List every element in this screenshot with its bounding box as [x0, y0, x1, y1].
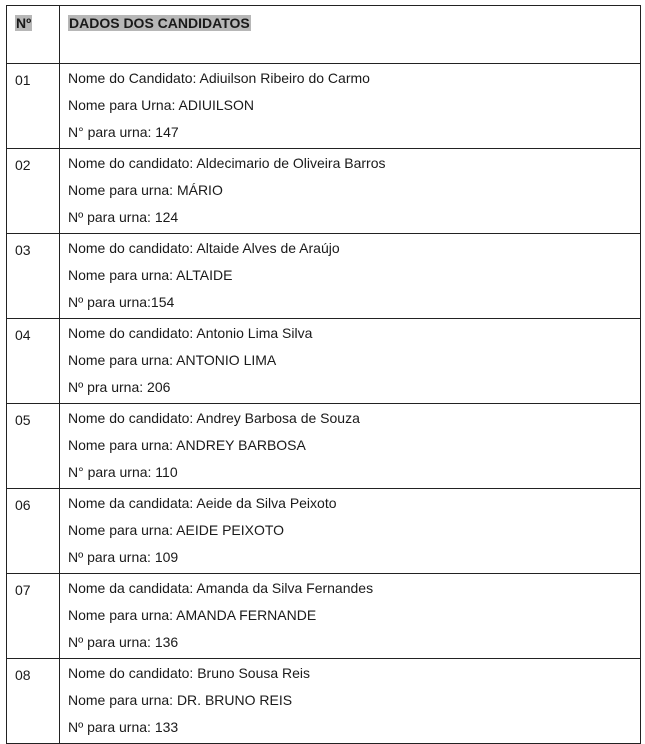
- ballot-name: Nome para urna: MÁRIO: [68, 182, 223, 198]
- candidate-number: 02: [7, 149, 60, 234]
- candidate-name: Nome do Candidato: Adiuilson Ribeiro do Carmo: [68, 70, 370, 86]
- candidate-name: Nome do candidato: Bruno Sousa Reis: [68, 665, 311, 681]
- table-row: [7, 64, 641, 149]
- ballot-number: N° para urna: 147: [68, 124, 179, 140]
- header-data-cell: [60, 6, 641, 64]
- candidate-info: [60, 149, 641, 234]
- candidate-number: 04: [7, 319, 60, 404]
- candidate-info: [60, 574, 641, 659]
- ballot-name: Nome para urna: ANDREY BARBOSA: [68, 437, 306, 453]
- ballot-number: Nº para urna:154: [68, 294, 175, 310]
- ballot-name: Nome para Urna: ADIUILSON: [68, 97, 254, 113]
- table-row: [7, 489, 641, 574]
- table-row: [7, 404, 641, 489]
- candidate-info: [60, 234, 641, 319]
- candidate-info: [60, 64, 641, 149]
- candidate-name: Nome do candidato: Altaide Alves de Araújo: [68, 240, 340, 256]
- ballot-name: Nome para urna: AEIDE PEIXOTO: [68, 522, 285, 538]
- candidate-number: 01: [7, 64, 60, 149]
- candidates-table: [6, 5, 641, 744]
- candidate-name: Nome do candidato: Andrey Barbosa de Souza: [68, 410, 360, 426]
- candidate-number: 08: [7, 659, 60, 744]
- candidate-info: [60, 659, 641, 744]
- ballot-number: N° para urna: 110: [68, 464, 178, 480]
- candidates-body: [7, 64, 641, 744]
- ballot-name: Nome para urna: AMANDA FERNANDE: [68, 607, 317, 623]
- table-row: [7, 659, 641, 744]
- ballot-number: Nº para urna: 136: [68, 634, 179, 650]
- candidate-info: [60, 404, 641, 489]
- candidate-name: Nome do candidato: Aldecimario de Oliveira Barros: [68, 155, 386, 171]
- candidate-number: 07: [7, 574, 60, 659]
- ballot-name: Nome para urna: ALTAIDE: [68, 267, 233, 283]
- candidate-number: 05: [7, 404, 60, 489]
- candidate-number: 03: [7, 234, 60, 319]
- header-number-cell: [7, 6, 60, 64]
- header-data-label: DADOS DOS CANDIDATOS: [69, 15, 250, 31]
- table-row: [7, 149, 641, 234]
- candidate-number: 06: [7, 489, 60, 574]
- ballot-number: Nº para urna: 124: [68, 209, 179, 225]
- header-row: [7, 6, 641, 64]
- candidate-name: Nome da candidata: Aeide da Silva Peixoto: [68, 495, 337, 511]
- ballot-number: Nº para urna: 109: [68, 549, 179, 565]
- candidate-info: [60, 319, 641, 404]
- candidate-name: Nome da candidata: Amanda da Silva Fernandes: [68, 580, 374, 596]
- candidate-info: [60, 489, 641, 574]
- table-row: [7, 574, 641, 659]
- table-row: [7, 234, 641, 319]
- ballot-number: Nº pra urna: 206: [68, 379, 171, 395]
- ballot-name: Nome para urna: ANTONIO LIMA: [68, 352, 277, 368]
- header-number-label: Nº: [16, 15, 32, 31]
- ballot-name: Nome para urna: DR. BRUNO REIS: [68, 692, 293, 708]
- candidate-name: Nome do candidato: Antonio Lima Silva: [68, 325, 313, 341]
- table-row: [7, 319, 641, 404]
- ballot-number: Nº para urna: 133: [68, 719, 179, 735]
